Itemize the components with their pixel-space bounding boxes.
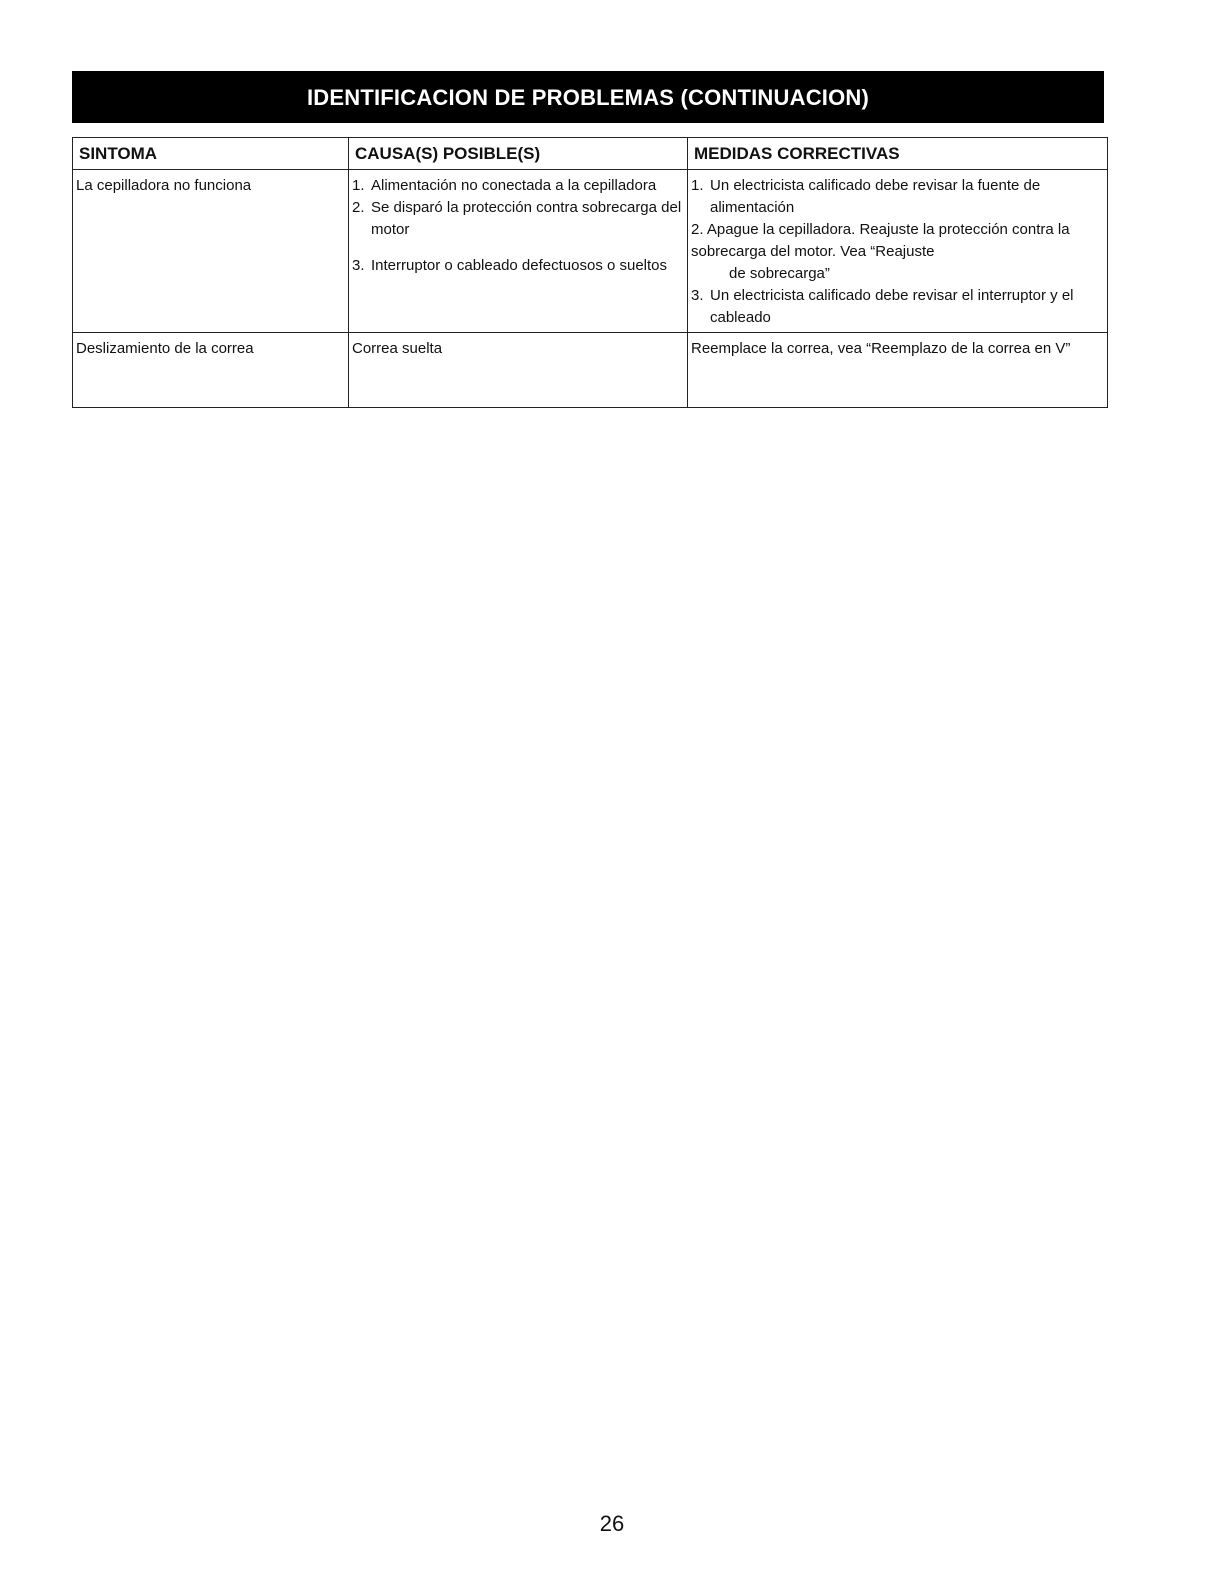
measures-list	[691, 175, 1104, 329]
item-number: 1.	[691, 177, 704, 194]
troubleshooting-table	[72, 137, 1108, 408]
list-item	[691, 285, 1104, 329]
symptom-cell: La cepilladora no funciona	[73, 170, 349, 333]
table-row	[73, 333, 1108, 408]
column-header-symptom: SINTOMA	[73, 138, 349, 170]
item-text: Apague la cepilladora. Reajuste la protección contra la sobrecarga del motor. Vea “Reajuste	[691, 221, 1070, 260]
table-header-row	[73, 138, 1108, 170]
item-text: Alimentación no conectada a la cepilladora	[371, 177, 657, 194]
column-header-measures: MEDIDAS CORRECTIVAS	[688, 138, 1108, 170]
list-item	[691, 219, 1104, 285]
item-number: 2.	[352, 199, 365, 216]
item-text: Un electricista calificado debe revisar la fuente de alimentación	[710, 177, 1041, 216]
measure-cell: Reemplace la correa, vea “Reemplazo de la correa en V”	[688, 333, 1108, 408]
item-number: 3.	[691, 287, 704, 304]
item-number: 1.	[352, 177, 365, 194]
item-number: 3.	[352, 257, 365, 274]
symptom-cell: Deslizamiento de la correa	[73, 333, 349, 408]
item-text: Se disparó la protección contra sobrecarga del motor	[371, 199, 682, 238]
cause-cell: Correa suelta	[349, 333, 688, 408]
item-number: 2.	[691, 221, 704, 238]
list-item	[352, 197, 684, 241]
causes-list	[352, 175, 684, 277]
section-title-banner: IDENTIFICACION DE PROBLEMAS (CONTINUACION)	[72, 71, 1104, 123]
list-item	[352, 255, 684, 277]
list-item	[352, 175, 684, 197]
page-number: 26	[599, 1511, 625, 1536]
item-text-continuation: de sobrecarga”	[729, 265, 830, 282]
item-text: Un electricista calificado debe revisar el interruptor y el cableado	[710, 287, 1074, 326]
item-text: Interruptor o cableado defectuosos o sueltos	[371, 257, 668, 274]
table-row	[73, 170, 1108, 333]
column-header-causes: CAUSA(S) POSIBLE(S)	[349, 138, 688, 170]
list-item	[691, 175, 1104, 219]
measures-cell	[688, 170, 1108, 333]
causes-cell	[349, 170, 688, 333]
